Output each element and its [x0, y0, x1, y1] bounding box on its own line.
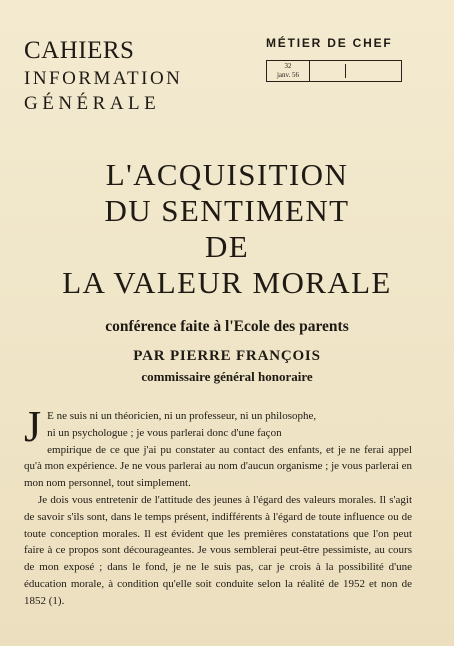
- issue-reference-box: [266, 60, 402, 82]
- publication-subtitle-line2: GÉNÉRALE: [24, 93, 161, 114]
- paragraph-line: E ne suis ni un théoricien, ni un professeur, ni un philosophe,: [47, 410, 317, 422]
- article-subtitle: conférence faite à l'Ecole des parents: [105, 318, 349, 335]
- article-body: [24, 402, 413, 610]
- title-line: DU SENTIMENT: [104, 193, 350, 228]
- article-title: [0, 157, 454, 301]
- title-line: LA VALEUR MORALE: [62, 265, 392, 300]
- reference-divider: [345, 64, 346, 78]
- paragraph-line: ni un psychologue ; je vous parlerai donc d'une façon: [47, 426, 282, 439]
- paragraph: Je dois vous entretenir de l'attitude des jeunes à l'égard des valeurs morales. Il s'agit de savoir s'ils sont, dans le temps présent, indifférents à l'égard de toute influence ou de toute conception morales. Il est évident que les premières constatations que l'on peut faire à ce propos sont décourageantes. Je vous semblerai peut-être pessimiste, au cours de mon exposé ; dans le fond, je ne le suis pas, car je crois à la possibilité d'une éducation morale, à condition qu'elle soit conduite selon la réalité de 1952 et non de 1852 (1).: [24, 493, 412, 607]
- title-line: L'ACQUISITION: [105, 157, 349, 192]
- section-header: [266, 36, 402, 82]
- paragraph-line: empirique de ce que j'ai pu constater au contact des enfants,: [47, 443, 323, 456]
- issue-number: 32: [284, 62, 292, 70]
- section-label: MÉTIER DE CHEF: [266, 36, 393, 50]
- publication-subtitle-line1: INFORMATION: [24, 68, 183, 89]
- publication-title: CAHIERS: [24, 37, 135, 64]
- paragraph: [24, 402, 413, 492]
- drop-cap: J: [24, 402, 42, 451]
- title-line: DE: [204, 229, 250, 264]
- issue-cell: [267, 61, 310, 82]
- paragraph-text: et je ne ferai appel qu'à mon expérience. Je ne vous parlerai au nom d'aucun organisme ; je vous parlerai en mon nom personnel, tout simplement.: [24, 443, 413, 490]
- publication-masthead: [24, 38, 182, 113]
- author-title: commissaire général honoraire: [141, 369, 313, 384]
- issue-date: janv. 56: [276, 71, 300, 79]
- article-author: PAR PIERRE FRANÇOIS: [133, 348, 321, 364]
